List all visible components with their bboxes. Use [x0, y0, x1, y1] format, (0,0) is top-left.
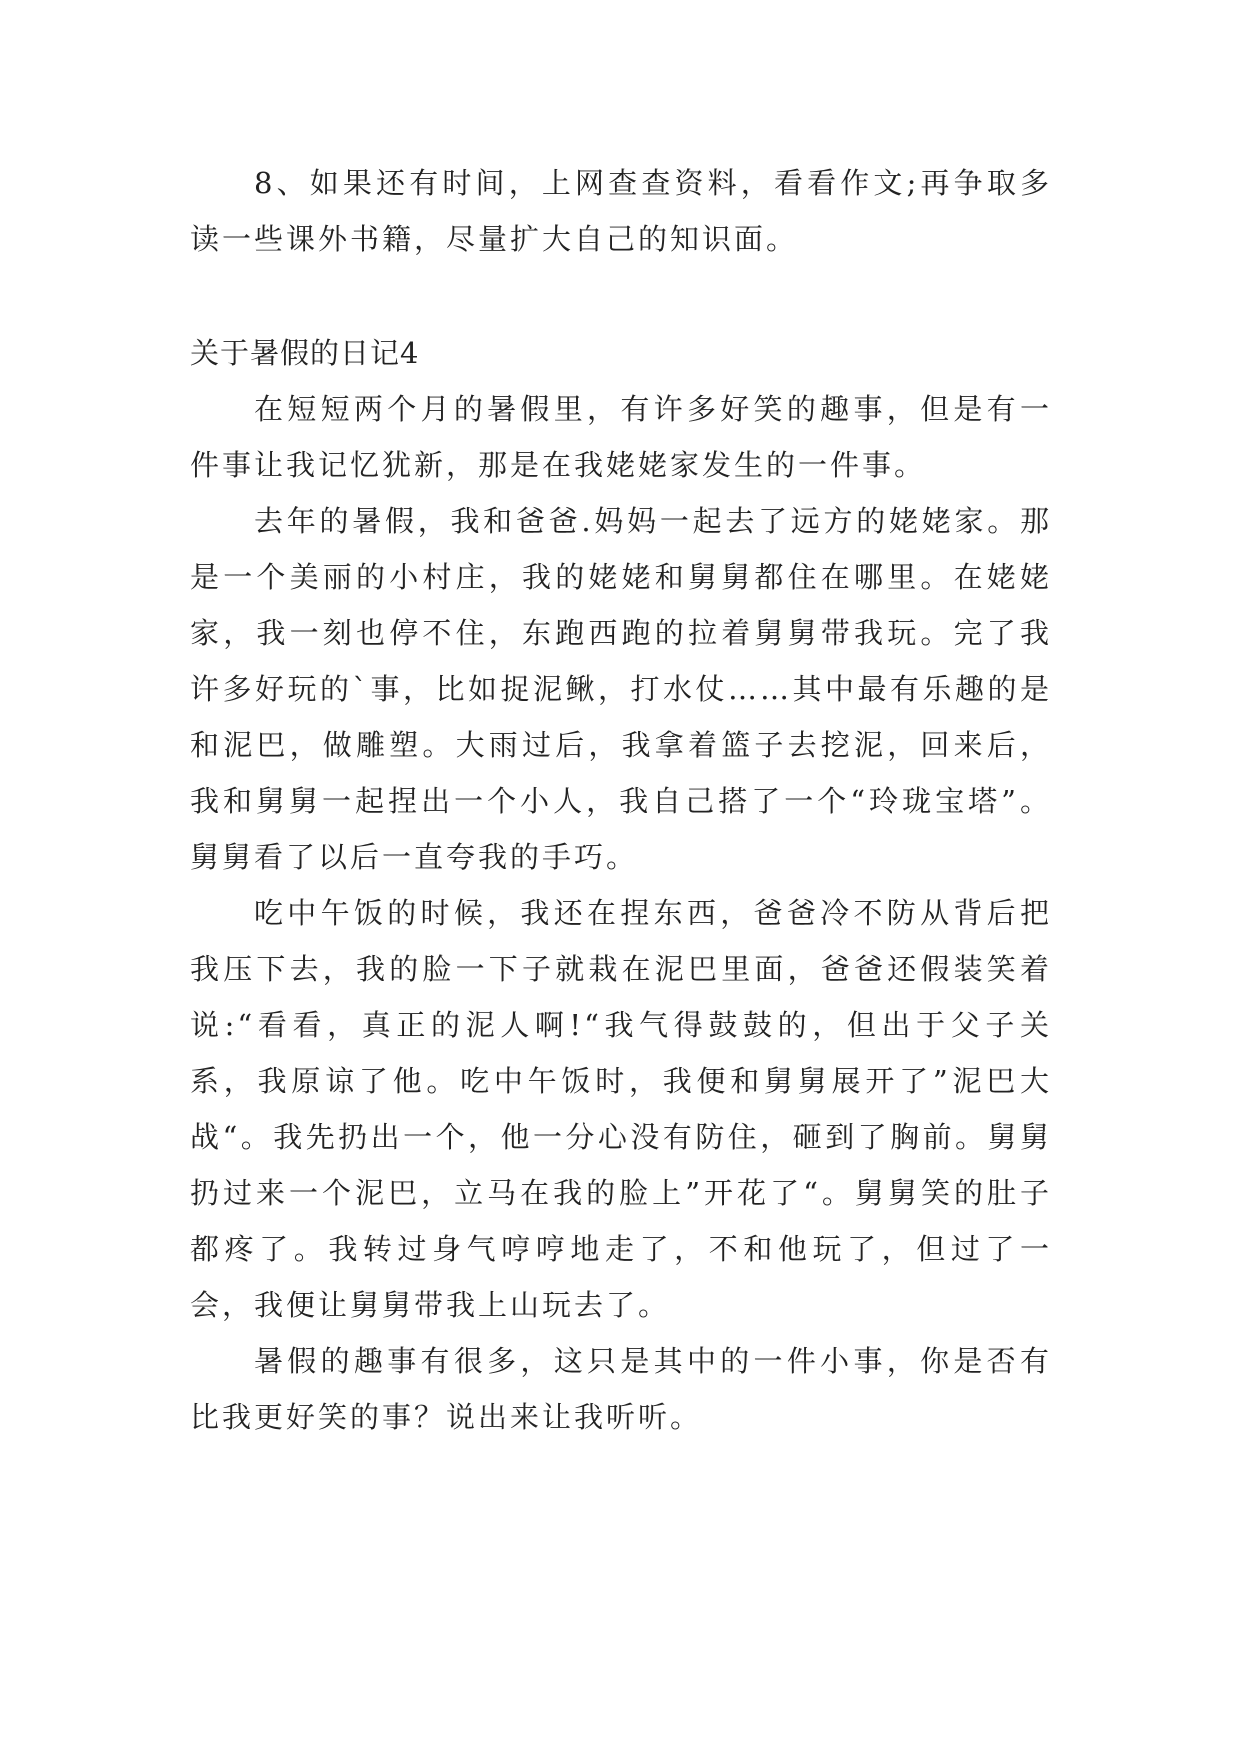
paragraph-4: 暑假的趣事有很多，这只是其中的一件小事，你是否有比我更好笑的事？说出来让我听听。 [190, 1344, 1052, 1434]
paragraph-1: 在短短两个月的暑假里，有许多好笑的趣事，但是有一件事让我记忆犹新，那是在我姥姥家发生的一件事。 [190, 392, 1052, 482]
paragraph-2: 去年的暑假，我和爸爸.妈妈一起去了远方的姥姥家。那是一个美丽的小村庄，我的姥姥和舅舅都住在哪里。在姥姥家，我一刻也停不住，东跑西跑的拉着舅舅带我玩。完了我许多好玩的`事，比如捉泥鳅，打水仗……其中最有乐趣的是和泥巴，做雕塑。大雨过后，我拿着篮子去挖泥，回来后，我和舅舅一起捏出一个小人，我自己搭了一个“玲珑宝塔”。舅舅看了以后一直夸我的手巧。 [190, 504, 1052, 874]
section-title: 关于暑假的日记4 [190, 336, 420, 370]
paragraph-prev: 8、如果还有时间，上网查查资料，看看作文;再争取多读一些课外书籍，尽量扩大自己的知识面。 [190, 166, 1052, 256]
paragraph-3: 吃中午饭的时候，我还在捏东西，爸爸冷不防从背后把我压下去，我的脸一下子就栽在泥巴里面，爸爸还假装笑着说:“看看，真正的泥人啊!“我气得鼓鼓的，但出于父子关系，我原谅了他。吃中午饭时，我便和舅舅展开了”泥巴大战“。我先扔出一个，他一分心没有防住，砸到了胸前。舅舅扔过来一个泥巴，立马在我的脸上”开花了“。舅舅笑的肚子都疼了。我转过身气哼哼地走了，不和他玩了，但过了一会，我便让舅舅带我上山玩去了。 [190, 896, 1052, 1322]
document-body [190, 155, 1052, 1445]
